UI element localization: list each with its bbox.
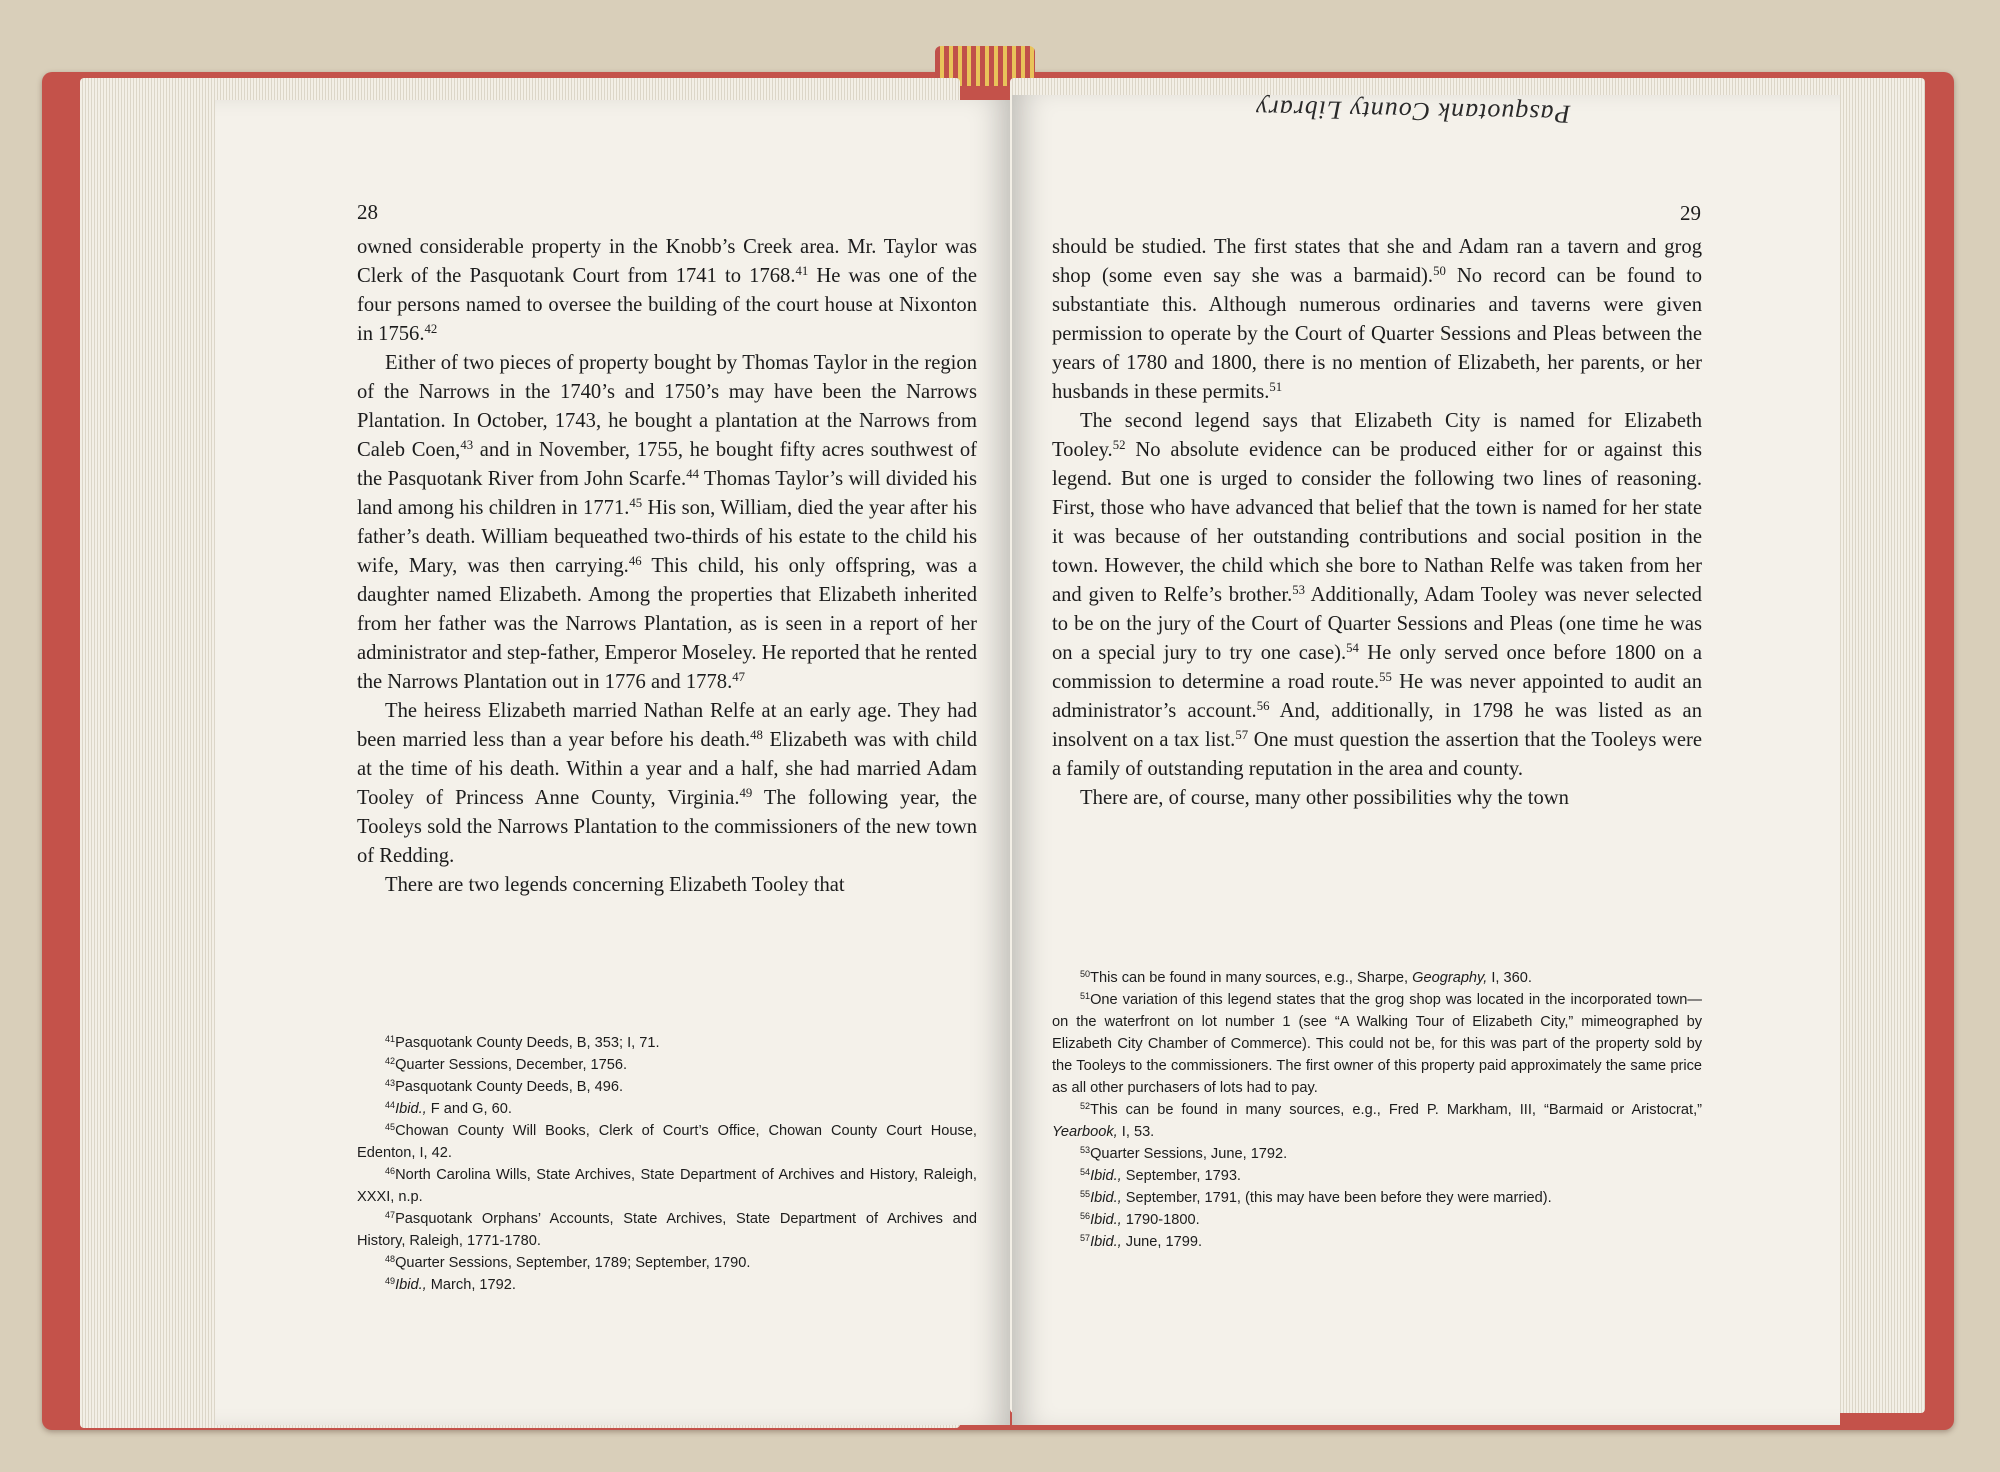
text-run: Chowan County Will Books, Clerk of Court’s Office, Chowan County Court House, Edenton, I, 42. — [357, 1123, 977, 1161]
paragraph — [357, 233, 977, 349]
text-run: North Carolina Wills, State Archives, State Department of Archives and History, Raleigh, XXXI, n.p. — [357, 1167, 977, 1205]
text-run: Thomas Taylor’s will divided his land among his children in 1771. — [357, 468, 977, 519]
footnote-ref: 46 — [628, 553, 642, 568]
footnote — [357, 1274, 977, 1296]
text-run: Pasquotank Orphans’ Accounts, State Archives, State Department of Archives and History, Raleigh, 1771-1780. — [357, 1211, 977, 1249]
paragraph — [357, 697, 977, 871]
text-run: No absolute evidence can be produced either for or against this legend. But one is urged to consider the following two lines of reasoning. First, those who have advanced that belief that the town is named for her state it was because of her outstanding contributions and social position in the town. However, the child which she bore to Nathan Relfe was taken from her and given to Relfe’s brother. — [1052, 439, 1702, 606]
left-footnotes — [357, 1032, 977, 1296]
text-run: This can be found in many sources, e.g., Sharpe, — [1090, 970, 1413, 986]
left-body-text — [357, 233, 977, 900]
footnote — [357, 1032, 977, 1054]
text-run: He was one of the four persons named to oversee the building of the court house at Nixonton in 1756. — [357, 265, 977, 345]
text-run: The heiress Elizabeth married Nathan Relfe at an early age. They had been married less than a year before his death. — [357, 700, 977, 751]
footnote-number: 51 — [1080, 991, 1091, 1002]
page-number-left: 28 — [357, 200, 378, 224]
footnote — [1052, 1209, 1702, 1231]
footnote-ref: 50 — [1433, 263, 1446, 278]
footnote-number: 56 — [1080, 1211, 1091, 1222]
text-run: F and G, 60. — [426, 1101, 512, 1117]
footnote — [357, 1054, 977, 1076]
footnote-ref: 44 — [686, 466, 699, 481]
text-run: Pasquotank County Deeds, B, 496. — [395, 1079, 624, 1095]
footnote-number: 49 — [385, 1276, 396, 1287]
footnote-ref: 41 — [795, 263, 809, 278]
text-run: September, 1793. — [1121, 1168, 1241, 1184]
text-run: I, 53. — [1117, 1124, 1155, 1140]
text-run: No record can be found to substantiate this. Although numerous ordinaries and taverns were given permission to operate by the Court of Quarter Sessions and Pleas between the years of 1780 and 1800, there is no mention of Elizabeth, her parents, or her husbands in these permits. — [1052, 265, 1703, 403]
footnote-number: 53 — [1080, 1145, 1091, 1156]
footnote — [357, 1098, 977, 1120]
right-page — [1012, 95, 1840, 1425]
footnote-ref: 45 — [629, 495, 643, 510]
right-body-text — [1052, 233, 1702, 813]
footnote — [1052, 989, 1702, 1099]
paragraph — [1052, 233, 1702, 407]
footnote-ref: 48 — [750, 727, 763, 742]
footnote — [357, 1164, 977, 1208]
left-page — [215, 100, 1010, 1425]
paragraph — [1052, 407, 1702, 784]
text-run: This can be found in many sources, e.g., Fred P. Markham, III, “Barmaid or Aristocrat,” — [1090, 1102, 1702, 1118]
text-run: Quarter Sessions, June, 1792. — [1090, 1146, 1288, 1162]
italic-text: Geography, — [1412, 970, 1488, 986]
footnote-number: 44 — [385, 1100, 396, 1111]
text-run: The second legend says that Elizabeth City is named for Elizabeth Tooley. — [1052, 410, 1702, 461]
footnote-number: 45 — [385, 1122, 396, 1133]
footnote-number: 48 — [385, 1254, 396, 1265]
footnote-ref: 57 — [1235, 727, 1249, 742]
text-run: September, 1791, (this may have been before they were married). — [1121, 1190, 1552, 1206]
text-run: March, 1792. — [426, 1277, 516, 1293]
text-run: This child, his only offspring, was a daughter named Elizabeth. Among the properties that Elizabeth inherited from her father was the Narrows Plantation, as is seen in a report of her administrator and step-father, Emperor Moseley. He reported that he rented the Narrows Plantation out in 1776 and 1778. — [357, 555, 977, 693]
footnote-number: 55 — [1080, 1189, 1091, 1200]
paragraph — [357, 349, 977, 697]
text-run: He only served once before 1800 on a commission to determine a road route. — [1052, 642, 1702, 693]
footnote — [1052, 967, 1702, 989]
footnote-number: 42 — [385, 1056, 396, 1067]
italic-text: Ibid., — [395, 1277, 427, 1293]
text-run: He was never appointed to audit an administrator’s account. — [1052, 671, 1702, 722]
footnote-number: 52 — [1080, 1101, 1091, 1112]
text-run: The following year, the Tooleys sold the Narrows Plantation to the commissioners of the new town of Redding. — [357, 787, 977, 867]
footnote-number: 54 — [1080, 1167, 1091, 1178]
footnote-ref: 55 — [1379, 669, 1392, 684]
footnote-number: 50 — [1080, 969, 1091, 980]
footnote — [357, 1208, 977, 1252]
text-run: There are two legends concerning Elizabeth Tooley that — [385, 874, 845, 896]
text-run: should be studied. The first states that she and Adam ran a tavern and grog shop (some even say she was a barmaid). — [1052, 236, 1702, 287]
footnote-number: 43 — [385, 1078, 396, 1089]
library-stamp: Pasquotank County Library — [1254, 94, 1571, 129]
text-run: Pasquotank County Deeds, B, 353; I, 71. — [395, 1035, 660, 1051]
footnote-ref: 42 — [424, 321, 438, 336]
footnote-ref: 47 — [732, 669, 745, 684]
text-run: Additionally, Adam Tooley was never selected to be on the jury of the Court of Quarter Sessions and Pleas (one time he was on a special jury to try one case). — [1052, 584, 1702, 664]
footnote-ref: 54 — [1346, 640, 1359, 655]
page-number-right: 29 — [1680, 201, 1701, 225]
footnote — [1052, 1231, 1702, 1253]
footnote — [1052, 1143, 1702, 1165]
right-footnotes — [1052, 967, 1702, 1253]
paragraph — [357, 871, 977, 900]
footnote-number: 46 — [385, 1166, 396, 1177]
footnote — [1052, 1099, 1702, 1143]
text-run: And, additionally, in 1798 he was listed as an insolvent on a tax list. — [1052, 700, 1702, 751]
text-run: Elizabeth was with child at the time of his death. Within a year and a half, she had married Adam Tooley of Princess Anne County, Virginia. — [357, 729, 977, 809]
text-run: Either of two pieces of property bought by Thomas Taylor in the region of the Narrows in the 1740’s and 1750’s may have been the Narrows Plantation. In October, 1743, he bought a plantation at the Narrows from Caleb Coen, — [357, 352, 977, 461]
text-run: One must question the assertion that the Tooleys were a family of outstanding reputation in the area and county. — [1052, 729, 1702, 780]
text-run: One variation of this legend states that the grog shop was located in the incorporated town—on the waterfront on lot number 1 (see “A Walking Tour of Elizabeth City,” mimeographed by Elizabeth City Chamber of Commerce). This could not be, for this was part of the property sold by the Tooleys to the commissioners. The first owner of this property paid approximately the same price as all other purchasers of lots had to pay. — [1052, 992, 1702, 1096]
text-run: June, 1799. — [1121, 1234, 1203, 1250]
footnote — [357, 1252, 977, 1274]
italic-text: Ibid., — [395, 1101, 427, 1117]
footnote-ref: 49 — [739, 785, 753, 800]
paragraph — [1052, 784, 1702, 813]
footnote — [1052, 1187, 1702, 1209]
italic-text: Ibid., — [1090, 1234, 1122, 1250]
footnote-ref: 53 — [1292, 582, 1306, 597]
footnote-number: 47 — [385, 1210, 396, 1221]
footnote — [357, 1076, 977, 1098]
footnote-ref: 51 — [1269, 379, 1283, 394]
footnote-ref: 52 — [1112, 437, 1126, 452]
footnote-number: 57 — [1080, 1233, 1091, 1244]
italic-text: Ibid., — [1090, 1190, 1122, 1206]
footnote-ref: 43 — [460, 437, 474, 452]
text-run: 1790-1800. — [1121, 1212, 1200, 1228]
text-run: There are, of course, many other possibilities why the town — [1080, 787, 1569, 809]
italic-text: Ibid., — [1090, 1212, 1122, 1228]
text-run: and in November, 1755, he bought fifty acres southwest of the Pasquotank River from John Scarfe. — [357, 439, 977, 490]
text-run: Quarter Sessions, December, 1756. — [395, 1057, 628, 1073]
italic-text: Yearbook, — [1052, 1124, 1118, 1140]
italic-text: Ibid., — [1090, 1168, 1122, 1184]
text-run: I, 360. — [1487, 970, 1532, 986]
text-run: owned considerable property in the Knobb’s Creek area. Mr. Taylor was Clerk of the Pasquotank Court from 1741 to 1768. — [357, 236, 977, 287]
footnote — [357, 1120, 977, 1164]
text-run: Quarter Sessions, September, 1789; September, 1790. — [395, 1255, 751, 1271]
footnote-number: 41 — [385, 1034, 396, 1045]
footnote — [1052, 1165, 1702, 1187]
footnote-ref: 56 — [1256, 698, 1270, 713]
text-run: His son, William, died the year after his father’s death. William bequeathed two-thirds of his estate to the child his wife, Mary, was then carrying. — [357, 497, 977, 577]
